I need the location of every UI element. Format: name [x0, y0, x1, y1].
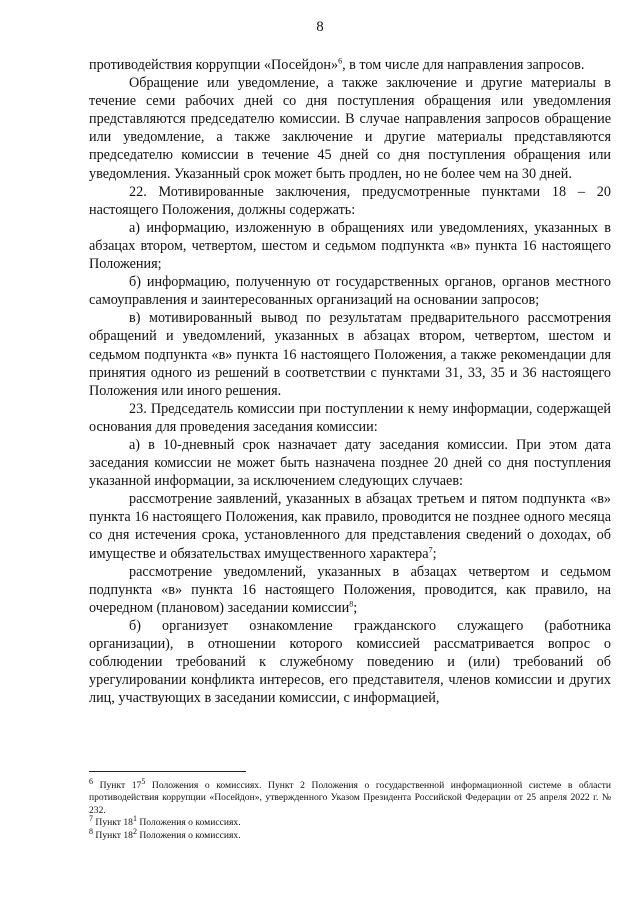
text-run: Пункт 18 [93, 829, 133, 841]
footnote-separator [89, 771, 246, 772]
footnotes [89, 776, 611, 842]
footnote-ref: 2 [132, 826, 137, 836]
text-run: Пункт 18 [93, 817, 133, 829]
footnote-ref: 8 [349, 599, 354, 609]
paragraph [89, 436, 611, 490]
text-run: Положения о комиссиях. Пункт 2 Положения о государственной информационной системе в области противодействия коррупции «Посейдон», утвержденного Указом Президента Российской Федерации от 25 апреля 2022 г. № 232. [89, 780, 611, 816]
footnote-ref: 6 [338, 56, 343, 66]
paragraph [89, 400, 611, 436]
paragraph [89, 563, 611, 617]
text-run: б) информацию, полученную от государственных органов, органов местного самоуправления и заинтересованных организаций на основании запросов; [89, 274, 611, 309]
text-run: 22. Мотивированные заключения, предусмотренные пунктами 18 – 20 настоящего Положения, должны содержать: [89, 183, 611, 218]
text-run: рассмотрение уведомлений, указанных в абзацах четвертом и седьмом подпункта «в» пункта 16 настоящего Положения, проводится, как правило, на очередном (плановом) заседании комиссии [89, 563, 611, 616]
paragraph [89, 219, 611, 273]
footnote-ref: 8 [89, 826, 93, 836]
paragraph [89, 56, 611, 74]
text-run: , в том числе для направления запросов. [342, 57, 585, 73]
text-run: Положения о комиссиях. [136, 829, 241, 841]
footnote-ref: 1 [132, 814, 137, 824]
footnote-ref: 7 [428, 544, 433, 554]
footnote [89, 826, 611, 842]
footnote [89, 776, 611, 817]
page-number: 8 [316, 19, 324, 35]
text-run: ; [353, 599, 358, 616]
text-run: б) организует ознакомление гражданского служащего (работника организации), в отношении которого комиссией рассматривается вопрос о соблюдении требований к служебному поведению и (или) требований об урегулировании конфликта интересов, его представителя, членов комиссии и других лиц, участвующих в заседании комиссии, с информацией, [89, 617, 611, 707]
text-run: в) мотивированный вывод по результатам предварительного рассмотрения обращений и уведомлений, указанных в абзацах втором, четвертом, шестом и седьмом подпункта «в» пункта 16 настоящего Положения, а также рекомендации для принятия одного из решений в соответствии с пунктами 31, 33, 35 и 36 настоящего Положения или иного решения. [89, 310, 611, 399]
paragraph [89, 273, 611, 309]
document-body [89, 56, 611, 707]
paragraph [89, 617, 611, 707]
text-run: Положения о комиссиях. [136, 817, 241, 829]
footnote-ref: 6 [89, 776, 93, 786]
paragraph [89, 183, 611, 219]
paragraph [89, 74, 611, 183]
text-run: а) информацию, изложенную в обращениях или уведомлениях, указанных в абзацах втором, четвертом, шестом и седьмом подпункта «в» пункта 16 настоящего Положения; [89, 219, 611, 273]
text-run: противодействия коррупции «Посейдон» [89, 57, 339, 73]
text-run: рассмотрение заявлений, указанных в абзацах третьем и пятом подпункта «в» пункта 16 настоящего Положения, как правило, проводится не позднее одного месяца со дня истечения срока, установленного для представления сведений о доходах, об имуществе и обязательствах имущественного характера [89, 491, 611, 562]
paragraph [89, 309, 611, 399]
text-run: 23. Председатель комиссии при поступлении к нему информации, содержащей основания для проведения заседания комиссии: [89, 400, 611, 435]
paragraph [89, 490, 611, 562]
text-run: а) в 10-дневный срок назначает дату заседания комиссии. При этом дата заседания комиссии не может быть назначена позднее 20 дней со дня поступления указанной информации, за исключением следующих случаев: [89, 436, 611, 490]
text-run: ; [432, 545, 437, 562]
footnote-ref: 5 [141, 776, 146, 786]
text-run: Обращение или уведомление, а также заключение и другие материалы в течение семи рабочих дней со дня поступления обращения или уведомления представляются председателю комиссии. В случае направления запросов обращение или уведомление, а также заключение и другие материалы представляются председателю комиссии в течение 45 дней со дня поступления обращения или уведомления. Указанный срок может быть продлен, но не более чем на 30 дней. [89, 75, 611, 182]
text-run: Пункт 17 [93, 780, 142, 791]
footnote [89, 814, 611, 829]
footnote-ref: 7 [89, 814, 93, 824]
